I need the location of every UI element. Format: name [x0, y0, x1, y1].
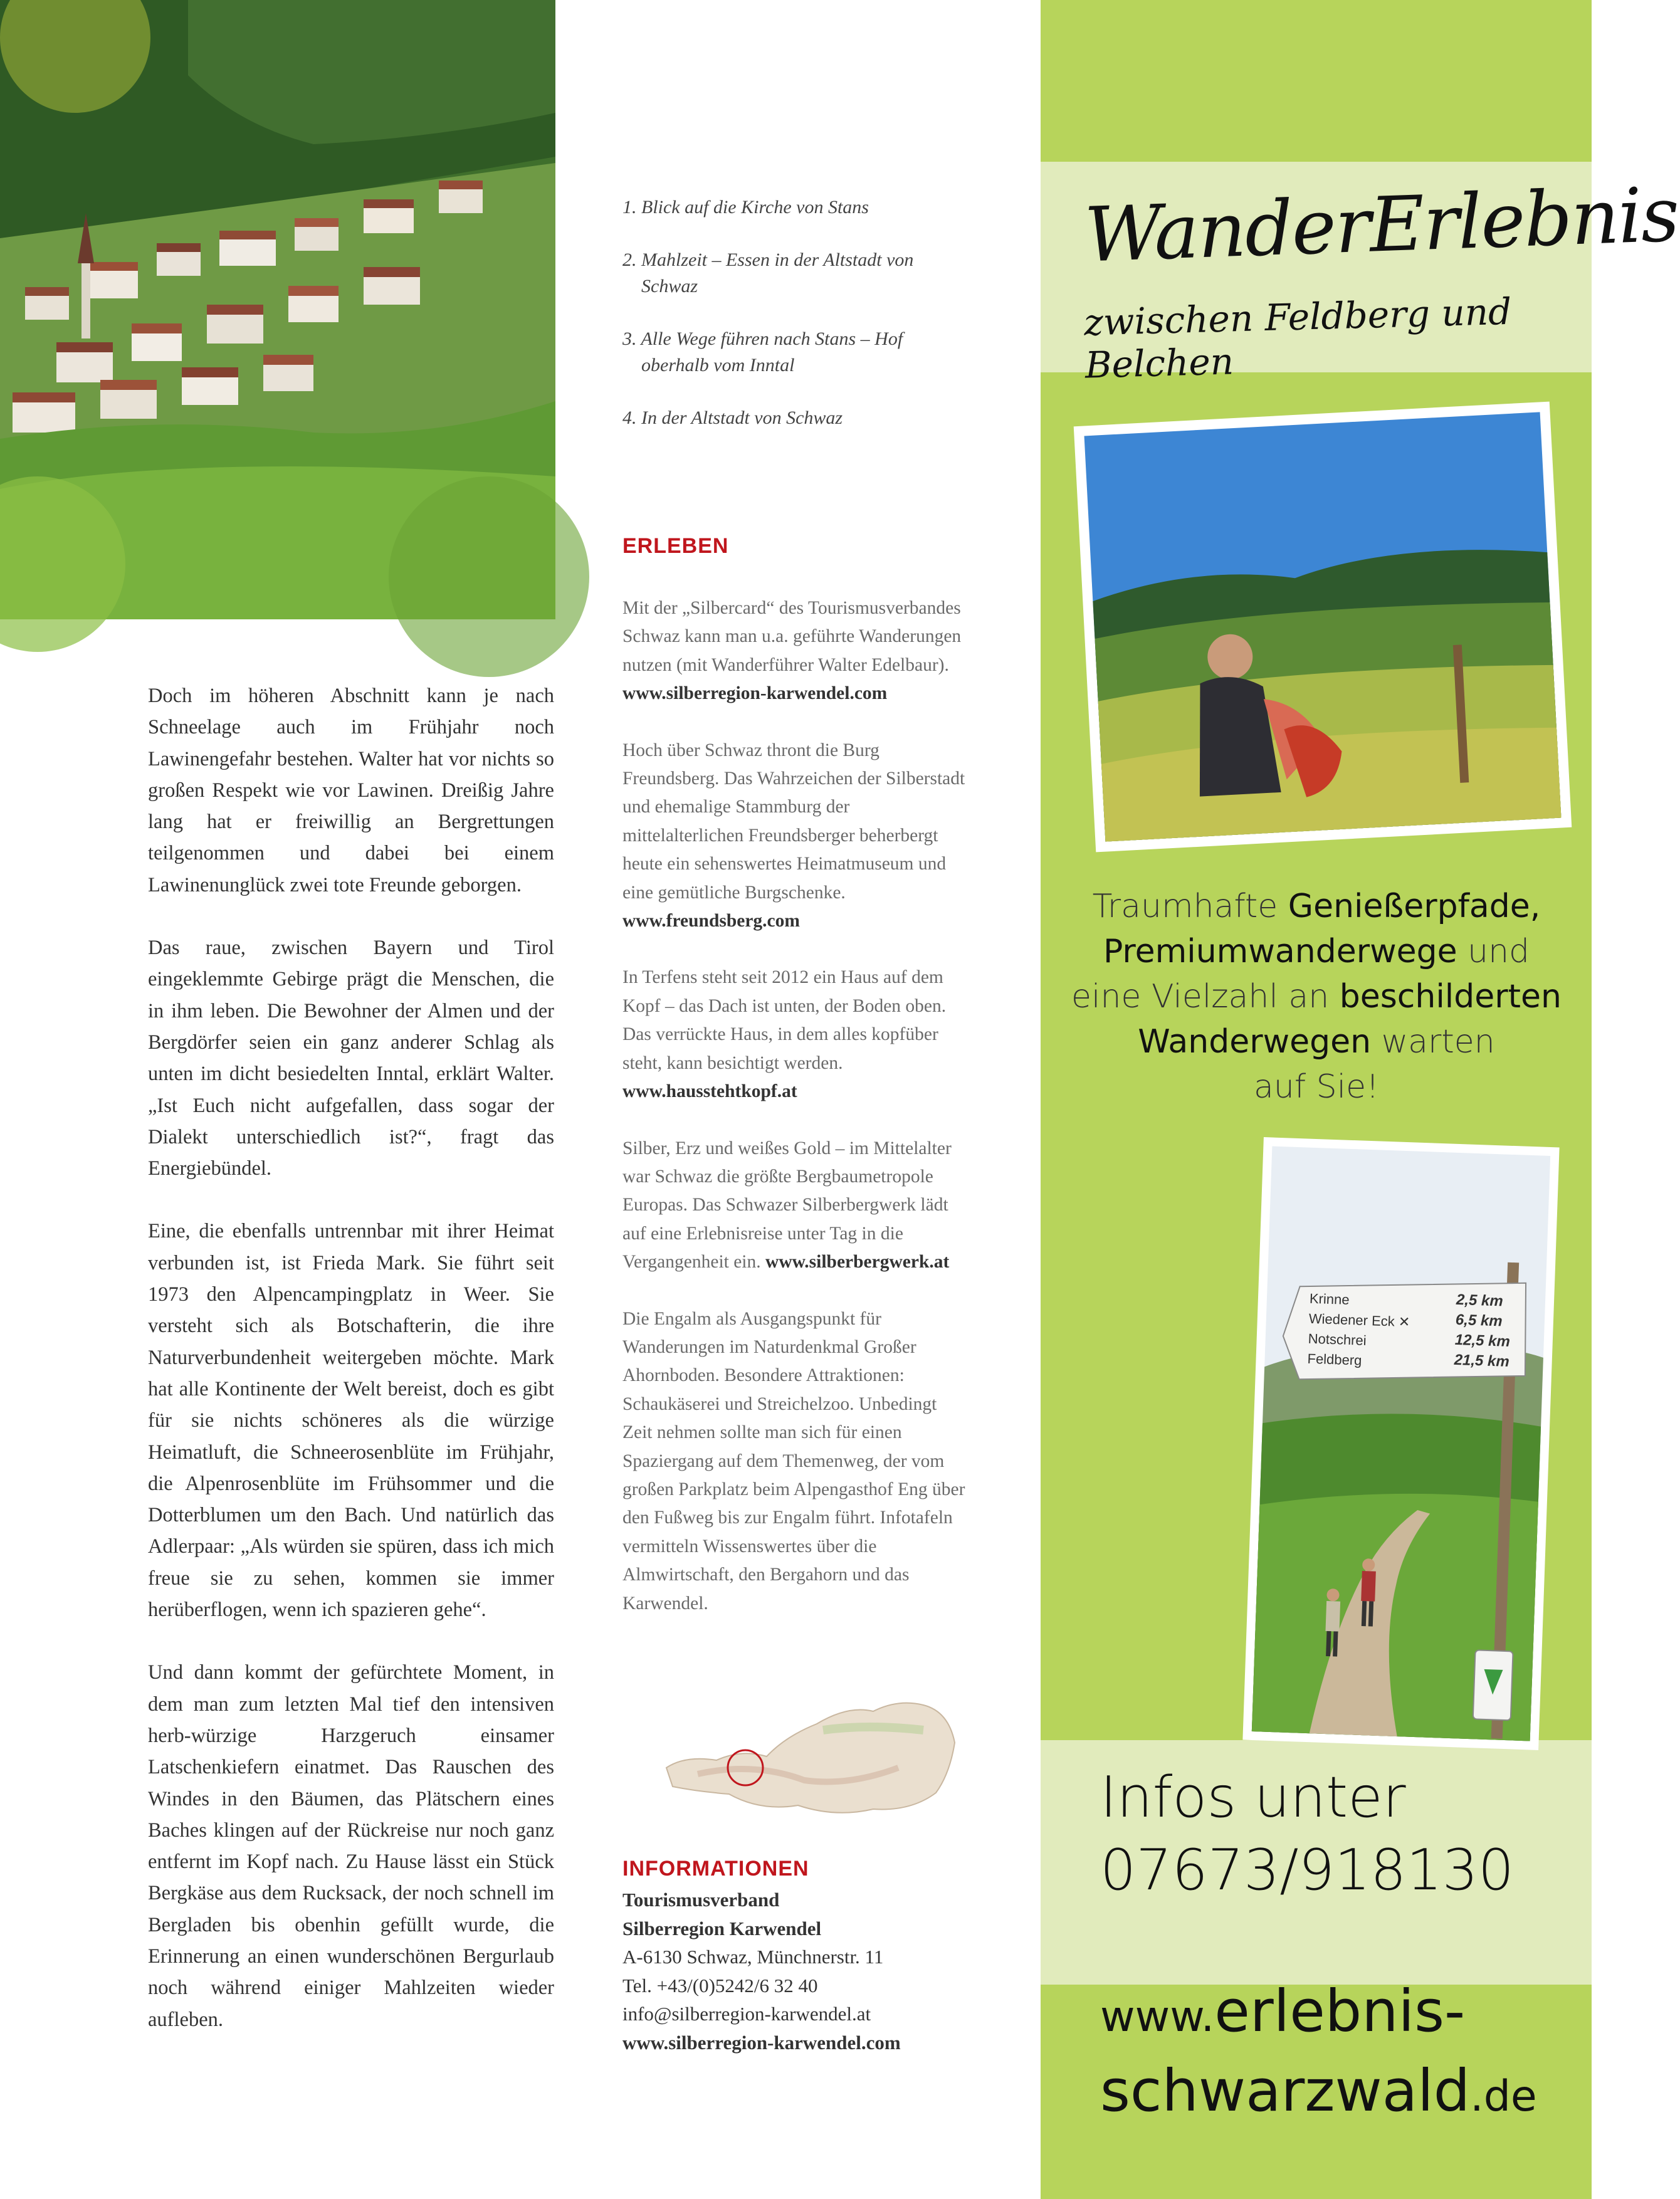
erleben-paragraph	[622, 737, 969, 936]
ad-url-line-1	[1100, 1975, 1537, 2054]
sign-place: Wiedener Eck ✕	[1308, 1310, 1410, 1330]
org-name: Tourismusverband	[622, 1889, 780, 1911]
caption-line: Schwaz	[641, 276, 698, 297]
erleben-text: Hoch über Schwaz thront die Burg Freundsberg. Das Wahrzeichen der Silberstadt und ehemalige Stammburg der mittelalterlichen Freundsberger beherbergt heute ein sehenswertes Heimatmuseum und eine gemütliche Burgschenke.	[622, 740, 965, 903]
article-paragraph: Eine, die ebenfalls untrennbar mit ihrer Heimat verbunden ist, ist Frieda Mark. Sie führt seit 1973 den Alpencampingplatz in Weer. Sie versteht sich als Botschafterin, die ihre Naturverbundenheit weitergeben möchte. Mark hat alle Kontinente der Welt bereist, doch es gibt für sie nichts schöneres als die würzige Heimatluft, die Schneerosenblüte im Frühjahr, die Alpenrosenblüte im Frühsommer und die Dotterblumen um den Bach. Und natürlich das Adlerpaar: „Als würden sie spüren, dass ich mich freue sie zu sehen, kommen sie immer herüberflogen, wenn ich spazieren gehe“.	[148, 1220, 554, 1622]
caption-3	[622, 326, 986, 379]
ad-tagline	[1053, 884, 1580, 1110]
tagline-text: Traumhafte	[1092, 888, 1288, 925]
ad-website[interactable]	[1100, 1975, 1537, 2134]
address: A-6130 Schwaz, Münchnerstr. 11	[622, 1946, 884, 1968]
ad-url-line-2	[1100, 2054, 1537, 2134]
sign-place: Feldberg	[1307, 1350, 1362, 1368]
article-paragraph: Und dann kommt der gefürchtete Moment, in dem man zum letzten Mal tief den intensiven herb-würzige Harzgeruch einsamer Latschenkiefern einatmet. Das Rauschen des Windes in den Bäumen, das Plätschern eines Baches klingen auf der Rückreise nur noch ganz entfernt im Kopf nach. Zu Hause lässt ein Stück Bergkäse aus dem Rucksack, der noch schnell im Bergladen bis obenhin gefüllt wurde, die Erinnerung an einen wunderschönen Bergurlaub noch während einiger Mahlzeiten wieder aufleben.	[148, 1661, 554, 2031]
sign-distance: 21,5 km	[1454, 1351, 1510, 1370]
url-main: schwarzwald	[1100, 2057, 1471, 2124]
caption-line: 4. In der Altstadt von Schwaz	[622, 407, 843, 428]
tagline-text: warten	[1371, 1023, 1495, 1061]
sign-distance: 12,5 km	[1454, 1331, 1511, 1350]
tagline-line	[1053, 974, 1580, 1019]
caption-line: 1. Blick auf die Kirche von Stans	[622, 197, 869, 218]
article-paragraph: Das raue, zwischen Bayern und Tirol eingeklemmte Gebirge prägt die Menschen, die in ihm leben. Die Bewohner der Almen und der Bergdörfer seien ein ganz anderer Schlag als unten im dicht besiedelten Inntal, erklärt Walter. „Ist Euch nicht aufgefallen, dass sogar der Dialekt unterschiedlich ist?“, fragt das Energiebündel.	[148, 937, 554, 1180]
ad-title: WanderErlebnis	[1083, 171, 1680, 280]
caption-4	[622, 405, 986, 431]
erleben-text: Mit der „Silbercard“ des Tourismusverbandes Schwaz kann man u.a. geführte Wanderungen nutzen (mit Wanderführer Walter Edelbaur).	[622, 598, 962, 675]
erleben-link[interactable]: www.silberregion-karwendel.com	[622, 683, 888, 704]
photo-captions	[622, 194, 986, 458]
url-main: erlebnis-	[1214, 1978, 1466, 2045]
erleben-paragraph	[622, 594, 969, 708]
erleben-heading: ERLEBEN	[622, 534, 729, 558]
sign-place: Krinne	[1309, 1290, 1350, 1308]
phone: Tel. +43/(0)5242/6 32 40	[622, 1974, 818, 1997]
caption-2	[622, 247, 986, 300]
sign-place: Notschrei	[1308, 1330, 1367, 1348]
sign-distance: 6,5 km	[1455, 1311, 1503, 1330]
tagline-emphasis: Wanderwegen	[1138, 1023, 1372, 1061]
caption-1	[622, 194, 986, 221]
signpost-photo	[1244, 1133, 1558, 1754]
infos-phone[interactable]: 07673/918130	[1100, 1837, 1515, 1903]
tagline-line	[1053, 929, 1580, 974]
sign-distance: 2,5 km	[1456, 1291, 1504, 1310]
erleben-text: In Terfens steht seit 2012 ein Haus auf dem Kopf – das Dach ist unten, der Boden oben. Das verrückte Haus, in dem alles kopfüber steht, kann besichtigt werden.	[622, 967, 947, 1073]
tagline-line	[1053, 1064, 1580, 1110]
tagline-text: eine Vielzahl an	[1071, 978, 1340, 1016]
erleben-paragraph	[622, 1305, 969, 1618]
hiker-photo	[1072, 401, 1573, 853]
email[interactable]: info@silberregion-karwendel.at	[622, 2003, 871, 2025]
erleben-text: Die Engalm als Ausgangspunkt für Wanderungen im Naturdenkmal Großer Ahornboden. Besondere Attraktionen: Schaukäserei und Streichelzoo. Unbedingt Zeit nehmen sollte man sich für einen Spaziergang auf dem Themenweg, der vom großen Parkplatz beim Alpengasthof Eng über den Fußweg bis zur Engalm führt. Infotafeln vermitteln Wissenswertes über die Almwirtschaft, den Bergahorn und das Karwendel.	[622, 1308, 965, 1614]
url-suffix: .de	[1470, 2072, 1537, 2121]
tagline-text: auf Sie!	[1254, 1068, 1379, 1106]
tagline-emphasis: Genießerpfade,	[1288, 888, 1541, 925]
erleben-column	[622, 594, 969, 1646]
article-paragraph: Doch im höheren Abschnitt kann je nach Schneelage auch im Frühjahr noch Lawinengefahr bestehen. Walter hat vor nichts so großen Respekt wie vor Lawinen. Dreißig Jahre lang hat er freiwillig an Bergrettungen teilgenommen und dabei bei einem Lawinenunglück zwei tote Freunde geborgen.	[148, 685, 554, 896]
informationen-heading: INFORMATIONEN	[622, 1857, 809, 1881]
tagline-text: und	[1457, 933, 1530, 970]
tagline-line	[1053, 1019, 1580, 1064]
erleben-link[interactable]: www.silberbergwerk.at	[765, 1252, 950, 1273]
tagline-emphasis: Premiumwanderwege	[1103, 933, 1457, 970]
erleben-paragraph	[622, 963, 969, 1106]
caption-line: oberhalb vom Inntal	[641, 355, 795, 375]
erleben-paragraph	[622, 1135, 969, 1277]
tagline-line	[1053, 884, 1580, 929]
contact-block	[622, 1886, 999, 2057]
austria-map	[660, 1686, 961, 1837]
ad-infos	[1100, 1761, 1514, 1907]
url-prefix: www.	[1100, 1992, 1215, 2042]
article-left-column	[148, 680, 554, 2067]
infos-label: Infos unter	[1100, 1765, 1406, 1830]
tagline-emphasis: beschilderten	[1339, 978, 1562, 1016]
trail-sign	[1282, 1274, 1529, 1387]
village-photo	[0, 0, 555, 619]
ad-subtitle: zwischen Feldberg und Belchen	[1083, 290, 1513, 387]
erleben-text: Silber, Erz und weißes Gold – im Mittelalter war Schwaz die größte Bergbaumetropole Europas. Das Schwazer Silberbergwerk lädt auf eine Erlebnisreise unter Tag in die Vergangenheit ein.	[622, 1138, 952, 1273]
erleben-link[interactable]: www.freundsberg.com	[622, 911, 800, 932]
erleben-link[interactable]: www.hausstehtkopf.at	[622, 1081, 797, 1102]
caption-line: 3. Alle Wege führen nach Stans – Hof	[622, 328, 903, 349]
website-link[interactable]: www.silberregion-karwendel.com	[622, 2031, 901, 2054]
org-region: Silberregion Karwendel	[622, 1917, 822, 1939]
caption-line: 2. Mahlzeit – Essen in der Altstadt von	[622, 249, 914, 270]
